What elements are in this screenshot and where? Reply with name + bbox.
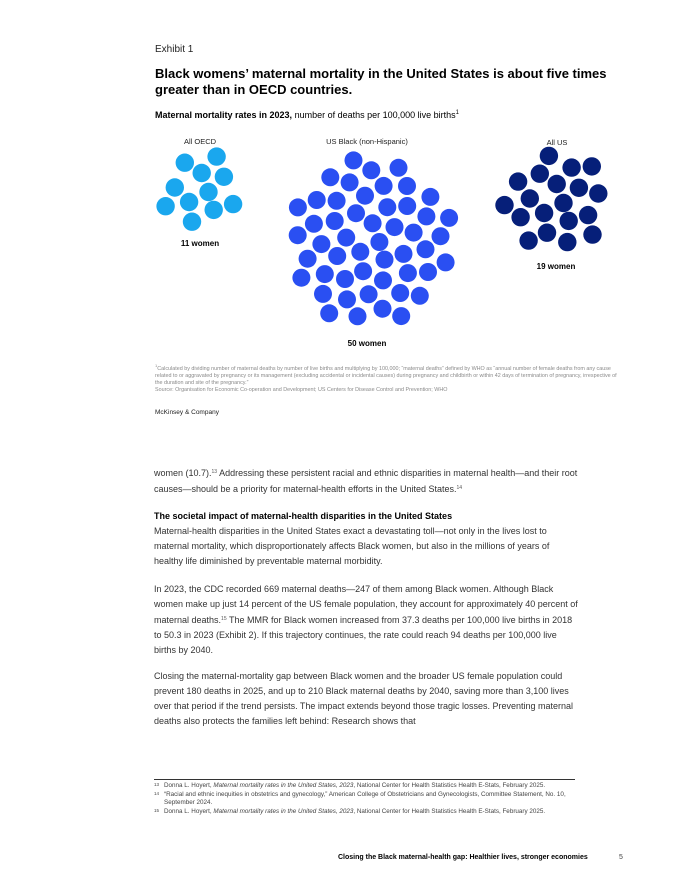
body-paragraph-3: In 2023, the CDC recorded 669 maternal deaths—247 of them among Black women. Although Black women make up just 14 percent of the US female population, they account for approximately 40 percent of maternal deaths.$^{15}$ The MMR for Black women increased from 37.3 deaths per 100,000 live births in 2018 to 50.3 in 2023 (Exhibit 2). If this trajectory continues, the rate could reach 94 deaths per 100,000 live births by 2040. — [154, 584, 578, 655]
woman-dot — [207, 147, 225, 165]
woman-dot — [386, 218, 404, 236]
woman-dot — [166, 178, 184, 196]
woman-dot — [199, 183, 217, 201]
woman-dot — [375, 177, 393, 195]
woman-dot — [579, 206, 597, 224]
woman-dot — [289, 198, 307, 216]
woman-dot — [341, 173, 359, 191]
woman-dot — [558, 233, 576, 251]
cluster-all-us — [495, 147, 607, 252]
chart-note-1: $^1$Calculated by dividing number of maternal deaths by number of live births and multiplying by 100,000; “maternal deaths” defined by WHO as “annual number of female deaths from any cause related to or aggravated by pregnancy or its management (excluding accidental or incidental causes) during pregnancy and childbirth or within 42 days of termination of pregnancy, irrespective of the duration and site of the pregnancy.” — [155, 363, 617, 386]
woman-dot — [432, 227, 450, 245]
woman-dot — [176, 154, 194, 172]
woman-dot — [312, 235, 330, 253]
woman-dot — [360, 285, 378, 303]
footnote-ref-14[interactable]: 14 — [456, 485, 463, 491]
woman-dot — [399, 264, 417, 282]
woman-dot — [356, 187, 374, 205]
cluster-count-all-us: 19 women — [536, 262, 576, 271]
woman-dot — [419, 263, 437, 281]
pictogram-chart — [0, 0, 680, 360]
exhibit-title: Black womens’ maternal mortality in the United States is about five times greater than in OECD countries. — [155, 66, 607, 97]
woman-dot — [183, 213, 201, 231]
woman-dot — [351, 243, 369, 261]
woman-dot — [321, 168, 339, 186]
woman-dot — [292, 269, 310, 287]
woman-dot — [328, 247, 346, 265]
woman-dot — [570, 179, 588, 197]
page-number: 5 — [619, 854, 623, 861]
woman-dot — [364, 214, 382, 232]
footnote-15: 15 Donna L. Hoyert, Maternal mortality rates in the United States, 2023, National Center for Health Statistics Health E-Stats, February 2025. — [154, 807, 546, 815]
chart-subtitle-bold: Maternal mortality rates in 2023, — [155, 110, 293, 120]
woman-dot — [370, 233, 388, 251]
woman-dot — [215, 168, 233, 186]
woman-dot — [531, 165, 549, 183]
cluster-us-black — [289, 151, 458, 325]
woman-dot — [390, 159, 408, 177]
footnote-ref-13[interactable]: 13 — [211, 469, 218, 475]
chart-subtitle-rest: number of deaths per 100,000 live births — [292, 110, 456, 120]
cluster-count-us-black: 50 women — [347, 339, 387, 348]
chart-subtitle-note: 1 — [455, 110, 460, 116]
woman-dot — [205, 201, 223, 219]
woman-dot — [417, 207, 435, 225]
chart-notes — [155, 362, 617, 394]
body-section — [154, 509, 580, 569]
woman-dot — [362, 161, 380, 179]
woman-dot — [336, 270, 354, 288]
woman-dot — [583, 157, 601, 175]
footer-title: Closing the Black maternal-health gap: Healthier lives, stronger economies — [338, 854, 588, 861]
woman-dot — [347, 204, 365, 222]
footnote-14: 14 “Racial and ethnic inequities in obstetrics and gynecology,” American College of Obstetricians and Gynecologists, Committee Statement, No. 10, September 2024. — [154, 790, 566, 806]
woman-dot — [554, 194, 572, 212]
woman-dot — [521, 189, 539, 207]
woman-dot — [376, 251, 394, 269]
woman-dot — [374, 271, 392, 289]
woman-dot — [180, 193, 198, 211]
chart-source: Source: Organisation for Economic Co-operation and Development; US Centers for Disease Control and Prevention; WHO — [155, 386, 448, 393]
footnote-ref-15[interactable]: 15 — [221, 616, 227, 622]
woman-dot — [224, 195, 242, 213]
woman-dot — [560, 212, 578, 230]
woman-dot — [535, 204, 553, 222]
woman-dot — [378, 198, 396, 216]
woman-dot — [398, 197, 416, 215]
section-heading: The societal impact of maternal-health disparities in the United States — [154, 511, 453, 521]
cluster-oecd — [156, 147, 242, 230]
woman-dot — [391, 284, 409, 302]
footnotes — [154, 782, 584, 816]
footnote-divider — [154, 779, 575, 780]
woman-dot — [349, 307, 367, 325]
woman-dot — [417, 240, 435, 258]
woman-dot — [405, 224, 423, 242]
cluster-count-oecd: 11 women — [180, 239, 220, 248]
woman-dot — [519, 231, 537, 249]
woman-dot — [156, 197, 174, 215]
body-paragraph-2: Maternal-health disparities in the United States exact a devastating toll—not only in the lives lost to maternal mortality, which disproportionately affects Black women, but also in the millions of years of healthy life diminished by preventable maternal morbidity. — [154, 526, 550, 566]
woman-dot — [299, 250, 317, 268]
cluster-label-oecd: All OECD — [183, 137, 217, 146]
woman-dot — [437, 253, 455, 271]
woman-dot — [538, 224, 556, 242]
chart-note-1-mark: 1 — [155, 363, 158, 368]
exhibit-label: Exhibit 1 — [155, 44, 194, 55]
woman-dot — [421, 188, 439, 206]
woman-dot — [548, 175, 566, 193]
cluster-label-all-us: All US — [546, 138, 568, 147]
body-paragraph-4: Closing the maternal-mortality gap between Black women and the broader US female population could prevent 180 deaths in 2025, and up to 210 Black maternal deaths by 2040, saving more than 3,100 lives over that period if the trend persists. The impact extends beyond those tragic losses. Preventing maternal deaths also protects the families left behind: Research shows that — [154, 671, 574, 726]
woman-dot — [326, 212, 344, 230]
woman-dot — [320, 304, 338, 322]
woman-dot — [337, 229, 355, 247]
woman-dot — [589, 184, 607, 202]
woman-dot — [562, 158, 580, 176]
woman-dot — [440, 209, 458, 227]
woman-dot — [395, 245, 413, 263]
woman-dot — [398, 177, 416, 195]
woman-dot — [411, 287, 429, 305]
brand-mark: McKinsey & Company — [155, 409, 219, 416]
woman-dot — [316, 265, 334, 283]
footnote-13: 13 Donna L. Hoyert, Maternal mortality rates in the United States, 2023, National Center for Health Statistics Health E-Stats, February 2025. — [154, 782, 546, 789]
woman-dot — [354, 262, 372, 280]
body-paragraph-1: women (10.7).$^{13}$ Addressing these persistent racial and ethnic disparities in maternal health—and their root causes—should be a priority for maternal-health efforts in the United States.$^{14}$ — [154, 468, 578, 494]
woman-dot — [193, 164, 211, 182]
woman-dot — [328, 192, 346, 210]
cluster-label-us-black: US Black (non-Hispanic) — [326, 137, 408, 146]
woman-dot — [289, 226, 307, 244]
woman-dot — [495, 196, 513, 214]
woman-dot — [374, 300, 392, 318]
woman-dot — [338, 290, 356, 308]
woman-dot — [392, 307, 410, 325]
woman-dot — [305, 215, 323, 233]
woman-dot — [308, 191, 326, 209]
woman-dot — [509, 172, 527, 190]
woman-dot — [345, 151, 363, 169]
woman-dot — [511, 208, 529, 226]
woman-dot — [314, 285, 332, 303]
woman-dot — [583, 225, 601, 243]
woman-dot — [540, 147, 558, 165]
